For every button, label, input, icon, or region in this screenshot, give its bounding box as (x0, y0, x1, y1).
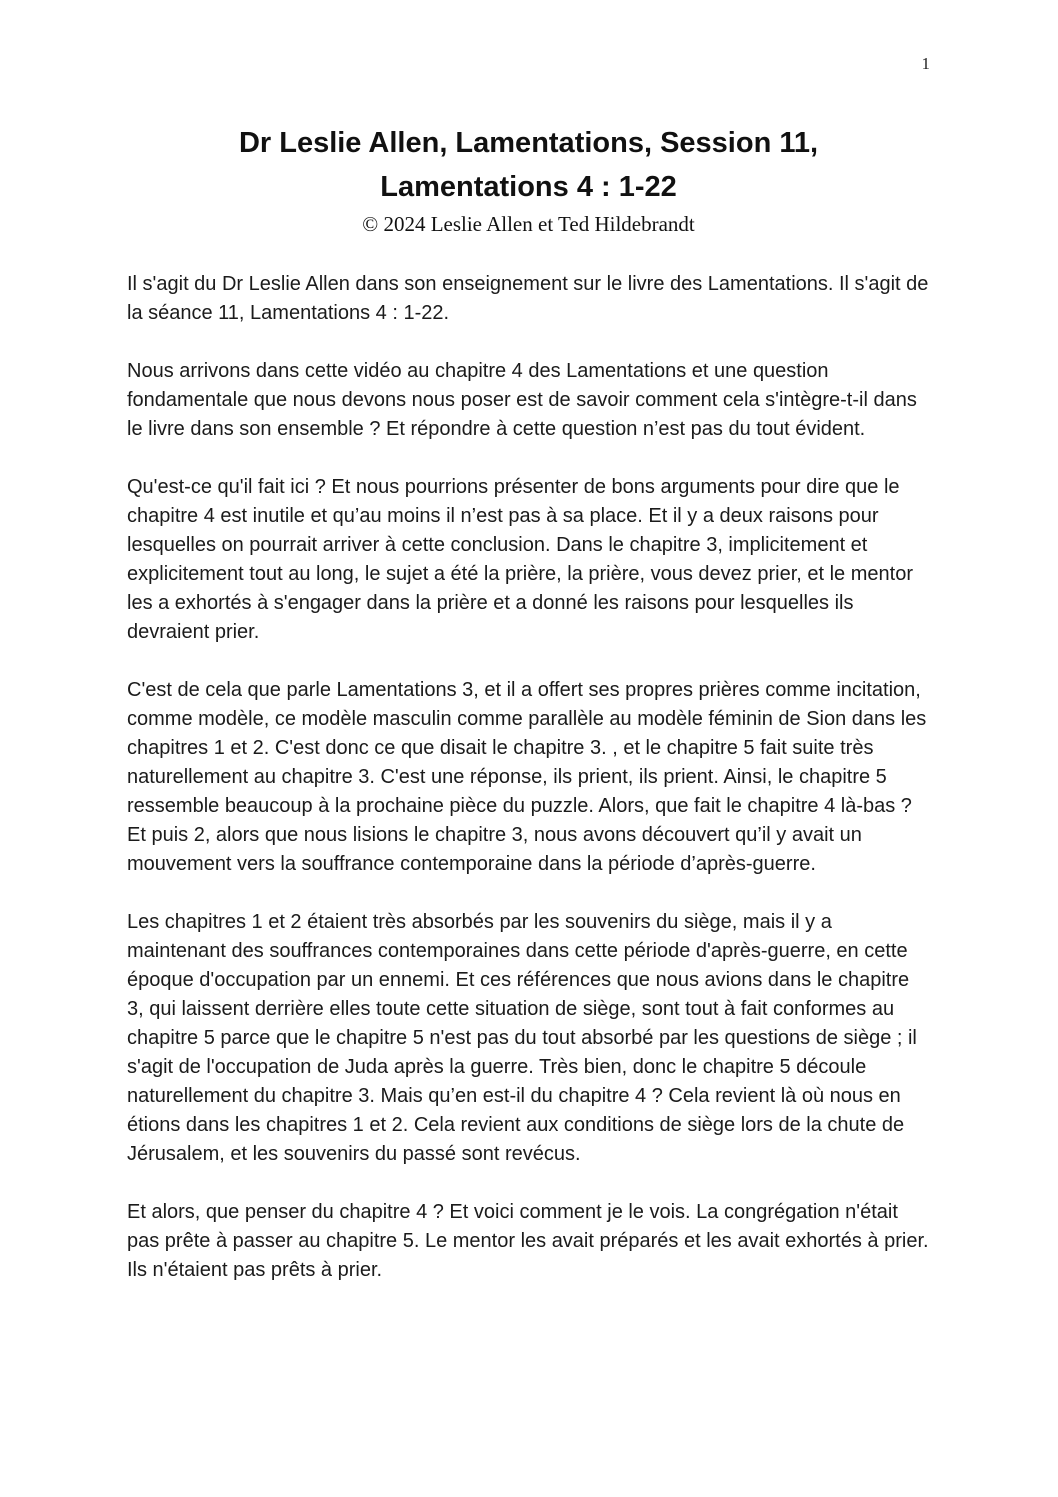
paragraph-2: Nous arrivons dans cette vidéo au chapitre 4 des Lamentations et une question fondamentale que nous devons nous poser est de savoir comment cela s'intègre-t-il dans le livre dans son ensemble ? Et répondre à cette question n’est pas du tout évident. (127, 360, 917, 440)
paragraph-5: Les chapitres 1 et 2 étaient très absorbés par les souvenirs du siège, mais il y a maintenant des souffrances contemporaines dans cette période d'après-guerre, en cette époque d'occupation par un ennemi. Et ces références que nous avions dans le chapitre 3, qui laissent derrière elles toute cette situation de siège, sont tout à fait conformes au chapitre 5 parce que le chapitre 5 n'est pas du tout absorbé par les questions de siège ; il s'agit de l'occupation de Juda après la guerre. Très bien, donc le chapitre 5 découle naturellement du chapitre 3. Mais qu’en est-il du chapitre 4 ? Cela revient là où nous en étions dans les chapitres 1 et 2. Cela revient aux conditions de siège lors de la chute de Jérusalem, et les souvenirs du passé sont revécus. (127, 911, 917, 1165)
title-line-1: Dr Leslie Allen, Lamentations, Session 11, (238, 127, 819, 159)
paragraph-4: C'est de cela que parle Lamentations 3, et il a offert ses propres prières comme incitation, comme modèle, ce modèle masculin comme parallèle au modèle féminin de Sion dans les chapitres 1 et 2. C'est donc ce que disait le chapitre 3. , et le chapitre 5 fait suite très naturellement au chapitre 3. C'est une réponse, ils prient, ils prient. Ainsi, le chapitre 5 ressemble beaucoup à la prochaine pièce du puzzle. Alors, que fait le chapitre 4 là-bas ? Et puis 2, alors que nous lisions le chapitre 3, nous avons découvert qu’il y avait un mouvement vers la souffrance contemporaine dans la période d’après-guerre. (127, 679, 927, 875)
paragraph-6: Et alors, que penser du chapitre 4 ? Et voici comment je le vois. La congrégation n'était pas prête à passer au chapitre 5. Le mentor les avait préparés et les avait exhortés à prier. Ils n'étaient pas prêts à prier. (127, 1201, 929, 1281)
paragraph-3: Qu'est-ce qu'il fait ici ? Et nous pourrions présenter de bons arguments pour dire que le chapitre 4 est inutile et qu’au moins il n’est pas à sa place. Et il y a deux raisons pour lesquelles on pourrait arriver à cette conclusion. Dans le chapitre 3, implicitement et explicitement tout au long, le sujet a été la prière, la prière, vous devez prier, et le mentor les a exhortés à s'engager dans la prière et a donné les raisons pour lesquelles ils devraient prier. (127, 476, 913, 643)
copyright-line: © 2024 Leslie Allen et Ted Hildebrandt (362, 212, 695, 236)
title-line-2: Lamentations 4 : 1-22 (380, 170, 677, 203)
document-body (127, 270, 930, 1285)
page-number: 1 (921, 54, 930, 73)
document-title (127, 122, 930, 209)
paragraph-1: Il s'agit du Dr Leslie Allen dans son enseignement sur le livre des Lamentations. Il s'agit de la séance 11, Lamentations 4 : 1-22. (127, 273, 929, 324)
